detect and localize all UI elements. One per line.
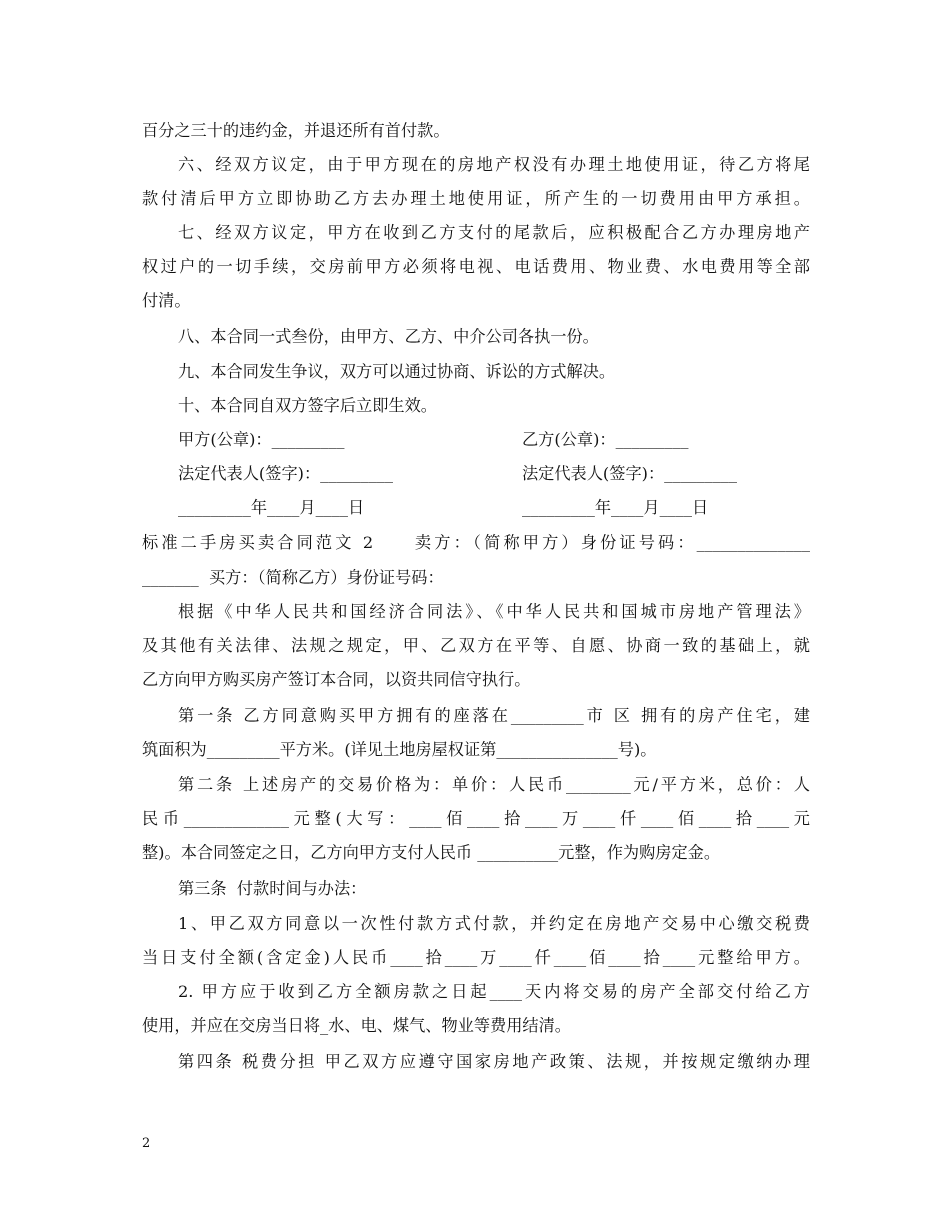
paragraph-line: 八、本合同一式叁份，由甲方、乙方、中介公司各执一份。 bbox=[178, 327, 599, 346]
page-number: 2 bbox=[142, 1136, 151, 1151]
paragraph-line: 十、本合同自双方签字后立即生效。 bbox=[178, 396, 437, 415]
paragraph-line: 当日支付全额(含定金)人民币____拾____万____仟____佰____拾____元整给甲方。 bbox=[142, 948, 810, 967]
paragraph-line: 第四条 税费分担 甲乙双方应遵守国家房地产政策、法规，并按规定缴纳办理 bbox=[178, 1052, 810, 1071]
paragraph-line: 筑面积为_________平方米。(详见土地房屋权证第_______________号)。 bbox=[142, 740, 657, 759]
paragraph-line: 七、经双方议定，甲方在收到乙方支付的尾款后，应积极配合乙方办理房地产 bbox=[178, 223, 810, 242]
paragraph-line: 及其他有关法律、法规之规定，甲、乙双方在平等、自愿、协商一致的基础上，就 bbox=[142, 636, 810, 655]
paragraph-line: 六、经双方议定，由于甲方现在的房地产权没有办理土地使用证，待乙方将尾 bbox=[178, 155, 810, 174]
paragraph-line: 付清。 bbox=[142, 291, 191, 310]
paragraph-line: 2. 甲方应于收到乙方全额房款之日起____天内将交易的房产全部交付给乙方 bbox=[178, 982, 810, 1001]
paragraph-line: 民币_____________元整(大写：____佰____拾____万____仟____佰____拾____元 bbox=[142, 809, 810, 828]
party-b-date: _________年____月____日 bbox=[522, 498, 709, 517]
contract-heading-line: 标准二手房买卖合同范文 2 卖方：（简称甲方）身份证号码：______________ bbox=[142, 533, 810, 552]
party-a-representative: 法定代表人(签字)：_________ bbox=[178, 464, 393, 483]
paragraph-line: 九、本合同发生争议，双方可以通过协商、诉讼的方式解决。 bbox=[178, 362, 616, 381]
paragraph-line: 乙方向甲方购买房产签订本合同，以资共同信守执行。 bbox=[142, 670, 531, 689]
paragraph-line: 第一条 乙方同意购买甲方拥有的座落在_________市 区 拥有的房产住宅，建 bbox=[178, 706, 810, 725]
party-a-seal: 甲方(公章)：_________ bbox=[178, 430, 345, 449]
paragraph-line: 第三条 付款时间与办法： bbox=[178, 879, 367, 898]
paragraph-line: 1、甲乙双方同意以一次性付款方式付款，并约定在房地产交易中心缴交税费 bbox=[178, 914, 810, 933]
party-b-representative: 法定代表人(签字)：_________ bbox=[522, 464, 737, 483]
paragraph-line: 根据《中华人民共和国经济合同法》、《中华人民共和国城市房地产管理法》 bbox=[178, 602, 810, 621]
paragraph-line: 百分之三十的违约金，并退还所有首付款。 bbox=[142, 121, 450, 140]
party-a-date: _________年____月____日 bbox=[178, 498, 365, 517]
paragraph-line: 整)。本合同签定之日，乙方向甲方支付人民币 __________元整，作为购房定金。 bbox=[142, 843, 721, 862]
paragraph-line: 权过户的一切手续，交房前甲方必须将电视、电话费用、物业费、水电费用等全部 bbox=[142, 257, 810, 276]
paragraph-line: 款付清后甲方立即协助乙方去办理土地使用证，所产生的一切费用由甲方承担。 bbox=[142, 189, 810, 208]
party-b-seal: 乙方(公章)：_________ bbox=[522, 430, 689, 449]
paragraph-line: _______ 买方：（简称乙方）身份证号码： bbox=[142, 568, 444, 587]
paragraph-line: 使用，并应在交房当日将_水、电、煤气、物业等费用结清。 bbox=[142, 1016, 571, 1035]
paragraph-line: 第二条 上述房产的交易价格为：单价：人民币________元/平方米，总价：人 bbox=[178, 775, 810, 794]
